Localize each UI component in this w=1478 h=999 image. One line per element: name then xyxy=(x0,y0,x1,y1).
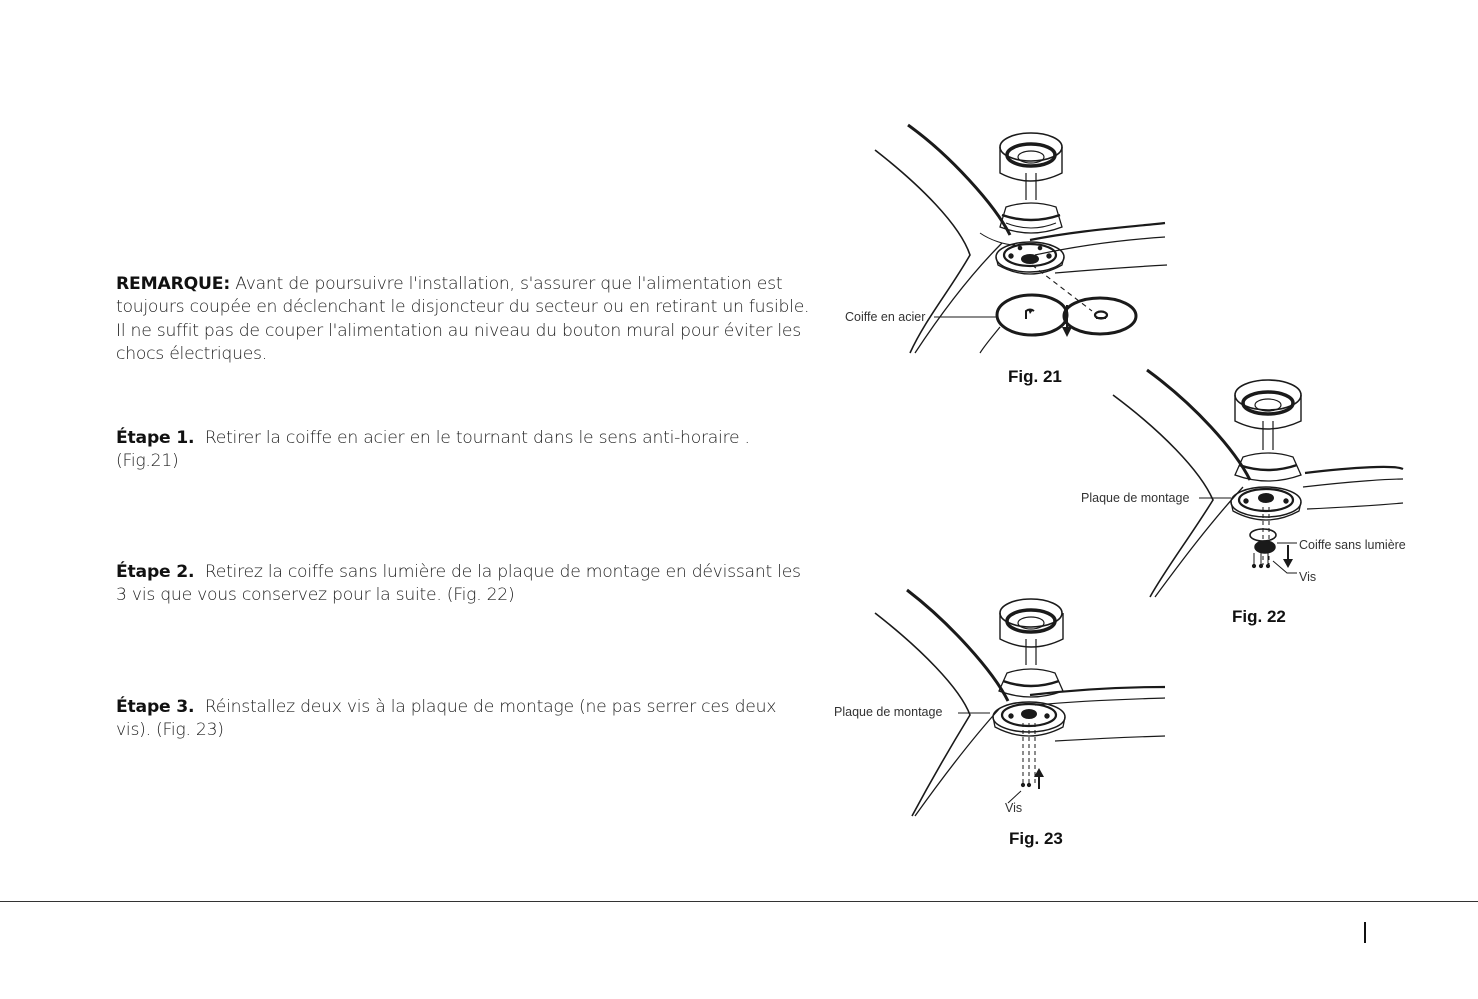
note-paragraph xyxy=(116,273,816,366)
note-text: Avant de poursuivre l'installation, s'assurer que l'alimentation est toujours coupée en déclenchant le disjoncteur du secteur ou en retirant un fusible. Il ne suffit pas de couper l'alimentation au niveau du bouton mural pour éviter les chocs électriques. xyxy=(116,274,810,364)
fig21-caption: Fig. 21 xyxy=(1008,367,1062,386)
mounting-plate xyxy=(958,702,1065,736)
step-2 xyxy=(116,561,816,608)
mounting-plate xyxy=(996,242,1064,274)
figure-21 xyxy=(830,115,1175,395)
step-1-label: Étape 1. xyxy=(116,428,195,448)
footer-divider xyxy=(0,901,1478,902)
steel-cap xyxy=(934,265,1136,353)
step-2-label: Étape 2. xyxy=(116,562,195,582)
note-label: REMARQUE: xyxy=(116,274,230,294)
step-3 xyxy=(116,696,816,743)
fig21-callout-steel-cap: Coiffe en acier xyxy=(845,310,926,324)
step-1-text: Retirer la coiffe en acier en le tournant dans le sens anti-horaire . (Fig.21) xyxy=(116,428,750,472)
fig23-caption: Fig. 23 xyxy=(1009,829,1063,848)
fig22-callout-plate: Plaque de montage xyxy=(1081,491,1190,505)
step-3-text: Réinstallez deux vis à la plaque de montage (ne pas serrer ces deux vis). (Fig. 23) xyxy=(116,697,777,741)
page-marker xyxy=(1364,922,1366,943)
fan-motor xyxy=(1000,133,1062,233)
fan-blades xyxy=(1113,370,1403,597)
fan-motor xyxy=(1235,380,1301,481)
step-2-text: Retirez la coiffe sans lumière de la plaque de montage en dévissant les 3 vis que vous conservez pour la suite. (Fig. 22) xyxy=(116,562,801,606)
fig23-callout-plate: Plaque de montage xyxy=(834,705,943,719)
step-1 xyxy=(116,427,816,474)
fig22-callout-screws: Vis xyxy=(1299,570,1317,584)
fig22-callout-cap: Coiffe sans lumière xyxy=(1299,538,1406,552)
figure-23 xyxy=(825,583,1175,853)
mounting-plate xyxy=(1199,487,1301,520)
fig22-caption: Fig. 22 xyxy=(1232,607,1286,626)
fan-motor xyxy=(999,599,1063,697)
fig23-callout-screws: Vis xyxy=(1005,801,1023,815)
step-3-label: Étape 3. xyxy=(116,697,195,717)
